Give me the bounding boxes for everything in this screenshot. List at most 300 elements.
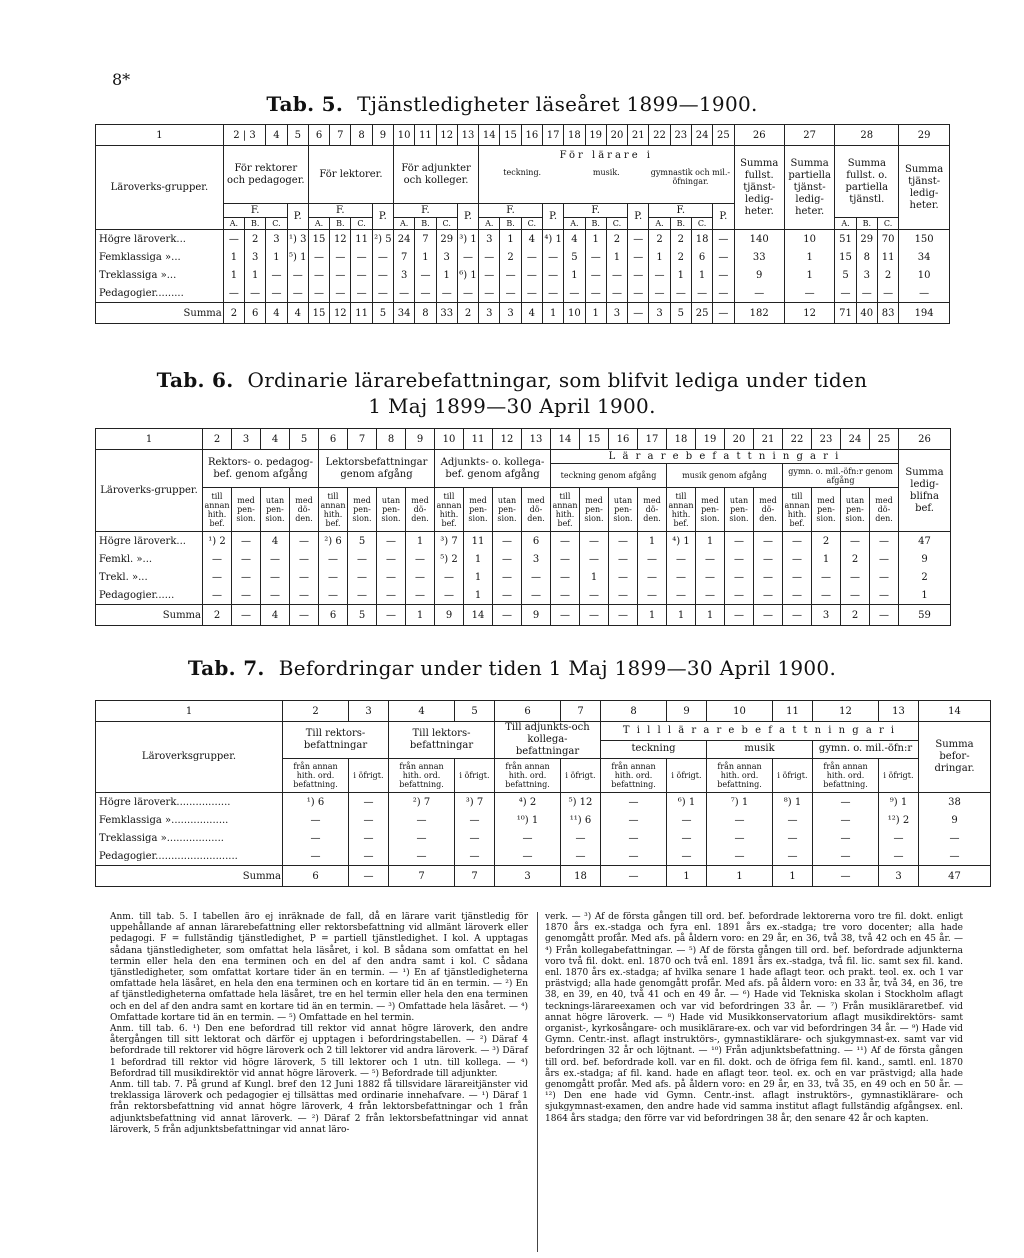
cell-value: —: [232, 550, 261, 568]
cell-value: 1: [415, 248, 436, 266]
cell-value: —: [435, 586, 464, 605]
column-divider: [537, 912, 538, 1252]
cell-value: 6: [319, 605, 348, 626]
col-number: 1: [96, 125, 224, 146]
col-number: 5: [290, 429, 319, 450]
header-B: B.: [500, 218, 521, 230]
col-number: 7: [348, 429, 377, 450]
col-number: 26: [899, 429, 951, 450]
cell-value: —: [406, 586, 435, 605]
header-lektorer: För lektorer.: [308, 146, 393, 204]
col-number: 4: [261, 429, 290, 450]
col-number: 3: [349, 701, 389, 722]
table-row: [96, 550, 951, 568]
cell-value: 34: [394, 303, 415, 324]
cell-value: —: [773, 847, 813, 866]
col-number: 2: [283, 701, 349, 722]
col-number: 12: [436, 125, 457, 146]
table-row: [96, 847, 991, 866]
cell-value: 9: [435, 605, 464, 626]
cell-value: 10: [784, 230, 834, 249]
cell-value: 8: [856, 248, 877, 266]
cell-value: ⁵) 1: [287, 248, 308, 266]
cell-value: —: [667, 829, 707, 847]
cell-value: —: [696, 550, 725, 568]
tab7-table: [95, 700, 991, 887]
header-F: F.: [308, 204, 372, 218]
header-A: A.: [564, 218, 585, 230]
cell-value: —: [580, 586, 609, 605]
cell-value: 9: [522, 605, 551, 626]
cell-value: 3: [812, 605, 841, 626]
cell-value: 18: [691, 230, 712, 249]
cell-value: —: [349, 811, 389, 829]
cell-value: 11: [877, 248, 898, 266]
cell-value: —: [601, 847, 667, 866]
cell-value: 9: [899, 550, 951, 568]
cell-value: 3: [495, 866, 561, 887]
cell-value: —: [601, 793, 667, 812]
cell-value: 4: [521, 303, 542, 324]
cell-value: —: [290, 586, 319, 605]
subheader-dod: med dö-den.: [638, 488, 667, 532]
cell-value: —: [707, 811, 773, 829]
cell-value: —: [813, 847, 879, 866]
subheader-med: med pen-sion.: [232, 488, 261, 532]
cell-value: —: [308, 248, 329, 266]
col-number: 2 | 3: [223, 125, 266, 146]
cell-value: 7: [455, 866, 495, 887]
col-number: 6: [495, 701, 561, 722]
cell-value: —: [628, 303, 649, 324]
cell-value: 2: [877, 266, 898, 284]
cell-value: —: [377, 550, 406, 568]
col-number: 23: [812, 429, 841, 450]
col-number: 18: [564, 125, 585, 146]
header-A: A.: [479, 218, 500, 230]
subheader-med: med pen-sion.: [812, 488, 841, 532]
cell-value: —: [377, 605, 406, 626]
cell-value: —: [713, 303, 734, 324]
cell-value: —: [261, 568, 290, 586]
col-number: 19: [585, 125, 606, 146]
cell-value: —: [389, 811, 455, 829]
cell-value: —: [601, 866, 667, 887]
cell-value: —: [522, 586, 551, 605]
cell-value: —: [580, 550, 609, 568]
cell-value: 1: [784, 248, 834, 266]
cell-value: —: [493, 586, 522, 605]
subheader-utan: utan pen-sion.: [493, 488, 522, 532]
header-musik: musik: [707, 740, 813, 759]
cell-value: —: [290, 532, 319, 551]
cell-value: 3: [479, 303, 500, 324]
cell-value: —: [389, 847, 455, 866]
cell-value: —: [773, 829, 813, 847]
cell-value: 34: [899, 248, 950, 266]
cell-value: —: [330, 266, 351, 284]
tab5-table: [95, 124, 950, 324]
cell-value: 182: [734, 303, 784, 324]
cell-value: —: [691, 284, 712, 303]
subheader-fran: från annan hith. ord. befattning.: [495, 759, 561, 793]
cell-value: —: [609, 532, 638, 551]
col-number: 5: [455, 701, 495, 722]
header-P: P.: [287, 204, 308, 230]
cell-value: 1: [500, 230, 521, 249]
col-number: 12: [813, 701, 879, 722]
tab7-label: Tab. 7.: [187, 656, 265, 680]
cell-value: 6: [691, 248, 712, 266]
subheader-till: till annan hith. bef.: [783, 488, 812, 532]
cell-value: —: [713, 230, 734, 249]
table-row: [96, 811, 991, 829]
cell-value: 140: [734, 230, 784, 249]
cell-value: —: [783, 586, 812, 605]
cell-value: —: [203, 550, 232, 568]
cell-value: 1: [542, 303, 563, 324]
cell-value: —: [406, 568, 435, 586]
col-number: 9: [667, 701, 707, 722]
header-adjunkter: För adjunkter och kolleger.: [394, 146, 479, 204]
cell-value: —: [609, 568, 638, 586]
subheader-ofrigt: i öfrigt.: [879, 759, 919, 793]
tab7-title-text: Befordringar under tiden 1 Maj 1899—30 April 1900.: [278, 656, 837, 680]
cell-value: 9: [734, 266, 784, 284]
cell-value: —: [734, 284, 784, 303]
cell-value: 3: [394, 266, 415, 284]
cell-value: —: [330, 284, 351, 303]
header-summa-partiella: Summa partiella tjänst-ledig-heter.: [784, 146, 834, 230]
group-header: Läroverksgrupper.: [96, 722, 283, 793]
cell-value: 12: [784, 303, 834, 324]
cell-value: —: [784, 284, 834, 303]
cell-value: 194: [899, 303, 950, 324]
cell-value: —: [521, 266, 542, 284]
row-label: Pedagogier..........................: [96, 847, 283, 866]
cell-value: 2: [606, 230, 627, 249]
cell-value: 11: [351, 303, 372, 324]
cell-value: 1: [696, 532, 725, 551]
cell-value: —: [223, 230, 244, 249]
cell-value: —: [919, 847, 991, 866]
subheader-utan: utan pen-sion.: [609, 488, 638, 532]
col-number: 3: [232, 429, 261, 450]
header-larare: [479, 146, 734, 204]
cell-value: —: [349, 793, 389, 812]
col-number: 24: [691, 125, 712, 146]
tab5-label: Tab. 5.: [266, 92, 344, 116]
table-row: [96, 793, 991, 812]
header-B: B.: [415, 218, 436, 230]
cell-value: —: [667, 811, 707, 829]
tab5-title-text: Tjänstledigheter läseåret 1899—1900.: [357, 92, 758, 116]
sum-row: [96, 605, 951, 626]
col-number: 10: [707, 701, 773, 722]
cell-value: —: [351, 284, 372, 303]
cell-value: —: [283, 847, 349, 866]
cell-value: —: [580, 532, 609, 551]
header-musik: musik.: [592, 168, 620, 177]
sum-row: [96, 866, 991, 887]
cell-value: —: [835, 284, 856, 303]
subheader-fran: från annan hith. ord. befattning.: [601, 759, 667, 793]
cell-value: —: [290, 605, 319, 626]
cell-value: 1: [406, 532, 435, 551]
row-label: Högre läroverk...: [96, 532, 203, 551]
header-larare: T i l l l ä r a r e b e f a t t n i n g a r i: [601, 722, 919, 741]
cell-value: —: [628, 266, 649, 284]
header-C: C.: [606, 218, 627, 230]
cell-value: —: [564, 284, 585, 303]
cell-value: 1: [266, 248, 287, 266]
sum-row: [96, 303, 950, 324]
cell-value: 2: [841, 605, 870, 626]
col-number: 12: [493, 429, 522, 450]
cell-value: —: [649, 266, 670, 284]
cell-value: —: [521, 284, 542, 303]
cell-value: —: [628, 248, 649, 266]
col-number: 7: [330, 125, 351, 146]
note-tab5: Anm. till tab. 5. I tabellen äro ej inräknade de fall, då en lärare varit tjänstledig för uppehållande af annan lärarebefattning eller rektorsbefattning vid allmänt läroverk eller pedagogi. F = fullständig tjänstledighet, P = partiell tjänstledighet. I kol. A upptagas sådana tjänstledigheter, som omfattat hela läsåret, i kol. B sådana som omfattat en hel termin eller hela den ena terminen och en del af den andra samt i kol. C sådana tjänstledigheter, som omfattat kortare tider än en termin. — ¹) En af tjänstledigheterna omfattade hela läsåret, en hela den ena terminen och en kortare tid än en termin. — ²) En af tjänstledigheterna omfattade hela läsåret, tre en hel termin eller hela den ena terminen och en del af den andra samt en kortare tid än en termin. — ³) Omfattade hela läsåret. — ⁴) Omfattade kortare tid än en termin. — ⁵) Omfattade en hel termin.: [110, 912, 528, 1023]
cell-value: 2: [899, 568, 951, 586]
cell-value: 3: [649, 303, 670, 324]
col-number: 21: [628, 125, 649, 146]
cell-value: —: [696, 568, 725, 586]
subheader-utan: utan pen-sion.: [841, 488, 870, 532]
cell-value: 14: [464, 605, 493, 626]
cell-value: —: [493, 568, 522, 586]
col-number: 24: [841, 429, 870, 450]
cell-value: 1: [606, 248, 627, 266]
cell-value: 3: [436, 248, 457, 266]
col-number: 16: [609, 429, 638, 450]
cell-value: —: [493, 605, 522, 626]
cell-value: —: [725, 586, 754, 605]
cell-value: 51: [835, 230, 856, 249]
header-summa-fullst: Summa fullst. tjänst-ledig-heter.: [734, 146, 784, 230]
col-number: 22: [783, 429, 812, 450]
cell-value: 1: [696, 605, 725, 626]
header-gymnastik: gymnastik och mil.-öfningar.: [650, 168, 731, 186]
cell-value: ³) 7: [455, 793, 495, 812]
cell-value: 8: [415, 303, 436, 324]
cell-value: ²) 7: [389, 793, 455, 812]
cell-value: 33: [734, 248, 784, 266]
table-row: [96, 248, 950, 266]
header-summa: Summa befor-dringar.: [919, 722, 991, 793]
header-summa-fullst-partiella: Summa fullst. o. partiella tjänstl.: [835, 146, 899, 218]
cell-value: —: [841, 586, 870, 605]
cell-value: 29: [436, 230, 457, 249]
cell-value: —: [287, 266, 308, 284]
header-C: C.: [351, 218, 372, 230]
subheader-till: till annan hith. bef.: [203, 488, 232, 532]
col-number: 22: [649, 125, 670, 146]
table-row: [96, 230, 950, 249]
col-number: 11: [464, 429, 493, 450]
cell-value: 11: [351, 230, 372, 249]
cell-value: —: [500, 284, 521, 303]
header-gymn: gymn. o. mil.-öfn:r genom afgång: [783, 464, 899, 488]
cell-value: —: [754, 586, 783, 605]
tab6-table: [95, 428, 951, 626]
cell-value: 3: [522, 550, 551, 568]
header-teckning: teckning.: [503, 168, 542, 177]
col-number: 8: [601, 701, 667, 722]
cell-value: ⁶) 1: [667, 793, 707, 812]
subheader-ofrigt: i öfrigt.: [667, 759, 707, 793]
cell-value: —: [495, 847, 561, 866]
tab6-label: Tab. 6.: [156, 368, 234, 392]
cell-value: 15: [308, 230, 329, 249]
cell-value: —: [493, 532, 522, 551]
cell-value: ¹⁰) 1: [495, 811, 561, 829]
cell-value: 1: [464, 550, 493, 568]
cell-value: 7: [389, 866, 455, 887]
cell-value: —: [638, 568, 667, 586]
row-label: Treklassiga »..................: [96, 829, 283, 847]
row-label: Summa: [96, 866, 283, 887]
cell-value: —: [223, 284, 244, 303]
cell-value: 1: [223, 266, 244, 284]
col-number: 11: [415, 125, 436, 146]
cell-value: —: [232, 568, 261, 586]
cell-value: 3: [266, 230, 287, 249]
group-header: Läroverks-grupper.: [96, 450, 203, 532]
subheader-till: till annan hith. bef.: [319, 488, 348, 532]
cell-value: —: [754, 568, 783, 586]
header-F: F.: [394, 204, 458, 218]
cell-value: 59: [899, 605, 951, 626]
cell-value: —: [713, 248, 734, 266]
cell-value: 6: [522, 532, 551, 551]
cell-value: 1: [464, 568, 493, 586]
subheader-fran: från annan hith. ord. befattning.: [813, 759, 879, 793]
row-label: Pedagogier......: [96, 586, 203, 605]
col-number: 2: [203, 429, 232, 450]
cell-value: —: [754, 532, 783, 551]
cell-value: —: [522, 568, 551, 586]
cell-value: —: [245, 284, 266, 303]
header-A: A.: [223, 218, 244, 230]
cell-value: —: [349, 866, 389, 887]
cell-value: ⁵) 12: [561, 793, 601, 812]
cell-value: —: [372, 284, 393, 303]
col-number: 18: [667, 429, 696, 450]
cell-value: —: [812, 568, 841, 586]
cell-value: ³) 1: [457, 230, 478, 249]
subheader-utan: utan pen-sion.: [725, 488, 754, 532]
cell-value: —: [232, 586, 261, 605]
cell-value: ⁴) 1: [542, 230, 563, 249]
cell-value: —: [377, 568, 406, 586]
header-F: F.: [479, 204, 543, 218]
cell-value: —: [638, 550, 667, 568]
cell-value: 7: [415, 230, 436, 249]
cell-value: —: [266, 284, 287, 303]
cell-value: 1: [564, 266, 585, 284]
col-number: 25: [870, 429, 899, 450]
col-number: 9: [406, 429, 435, 450]
cell-value: ¹¹) 6: [561, 811, 601, 829]
cell-value: —: [308, 266, 329, 284]
cell-value: —: [667, 847, 707, 866]
header-B: B.: [670, 218, 691, 230]
col-number: 8: [377, 429, 406, 450]
cell-value: 9: [919, 811, 991, 829]
cell-value: 2: [670, 248, 691, 266]
subheader-med: med pen-sion.: [696, 488, 725, 532]
cell-value: ⁴) 2: [495, 793, 561, 812]
cell-value: 1: [585, 230, 606, 249]
cell-value: 4: [261, 532, 290, 551]
cell-value: 29: [856, 230, 877, 249]
row-label: Högre läroverk...: [96, 230, 224, 249]
row-label: Högre läroverk.................: [96, 793, 283, 812]
cell-value: 1: [773, 866, 813, 887]
cell-value: 38: [919, 793, 991, 812]
cell-value: —: [348, 568, 377, 586]
cell-value: —: [585, 248, 606, 266]
subheader-till: till annan hith. bef.: [667, 488, 696, 532]
cell-value: —: [601, 829, 667, 847]
header-C: C.: [436, 218, 457, 230]
notes-left: [110, 912, 528, 1136]
cell-value: 2: [841, 550, 870, 568]
cell-value: 4: [261, 605, 290, 626]
header-A: A.: [394, 218, 415, 230]
subheader-med: med pen-sion.: [464, 488, 493, 532]
col-number: 17: [542, 125, 563, 146]
cell-value: ¹) 6: [283, 793, 349, 812]
cell-value: —: [877, 284, 898, 303]
cell-value: —: [479, 248, 500, 266]
header-rektors: Rektors- o. pedagog-bef. genom afgång: [203, 450, 319, 488]
cell-value: ¹) 2: [203, 532, 232, 551]
cell-value: —: [455, 811, 495, 829]
cell-value: —: [479, 284, 500, 303]
cell-value: 5: [670, 303, 691, 324]
header-B: B.: [856, 218, 877, 230]
cell-value: —: [707, 847, 773, 866]
note-tab6: Anm. till tab. 6. ¹) Den ene befordrad till rektor vid annat högre läroverk, den andre återgången till sitt lektorat och därför ej upptagen i befordringstabellen. — ²) Däraf 4 befordrade till rektorer vid högre läroverk och 2 till lektorer vid andra läroverk. — ³) Däraf 1 befordrad till rektor vid högre läroverk, 5 till lektorer och 1 utn. till kollega. — ⁴) Befordrad till musikdirektör vid annat högre läroverk. — ⁵) Befordrade till adjunkter.: [110, 1024, 528, 1079]
row-label: Pedagogier.........: [96, 284, 224, 303]
cell-value: 71: [835, 303, 856, 324]
col-number: 1: [96, 701, 283, 722]
cell-value: 1: [784, 266, 834, 284]
cell-value: 3: [245, 248, 266, 266]
cell-value: 1: [245, 266, 266, 284]
cell-value: —: [308, 284, 329, 303]
cell-value: —: [841, 568, 870, 586]
cell-value: 1: [580, 568, 609, 586]
row-label: Summa: [96, 303, 224, 324]
cell-value: —: [349, 847, 389, 866]
cell-value: —: [813, 793, 879, 812]
subheader-fran: från annan hith. ord. befattning.: [389, 759, 455, 793]
cell-value: 1: [464, 586, 493, 605]
cell-value: —: [707, 829, 773, 847]
header-A: A.: [308, 218, 329, 230]
cell-value: 1: [638, 605, 667, 626]
cell-value: —: [696, 586, 725, 605]
col-number: 4: [266, 125, 287, 146]
cell-value: 1: [670, 266, 691, 284]
cell-value: 2: [649, 230, 670, 249]
row-label: Trekl. »...: [96, 568, 203, 586]
subheader-dod: med dö-den.: [870, 488, 899, 532]
